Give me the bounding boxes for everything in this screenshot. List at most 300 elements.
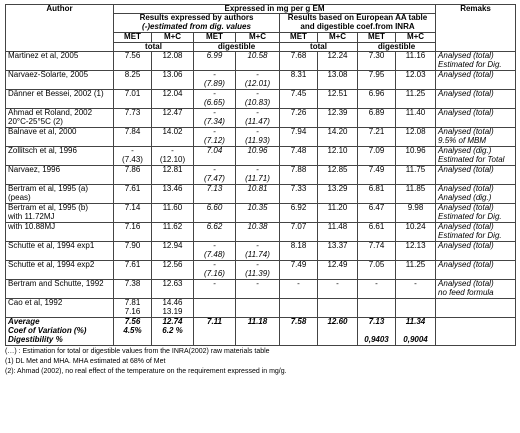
- value-cell-e-met-tot-line: [282, 270, 315, 279]
- remarks-cell: [436, 71, 516, 90]
- value-cell-a-mc-dig-line: 10.38: [247, 222, 268, 232]
- value-cell-e-met-dig: [358, 90, 396, 109]
- value-cell-e-mc-tot-line: 13.08: [327, 70, 348, 80]
- summary-cell-e-met-tot-line: [282, 336, 315, 345]
- value-cell-e-met-dig-line: 7.05: [368, 260, 385, 270]
- value-cell-a-mc-dig-line: 10.35: [247, 203, 268, 213]
- value-cell-e-mc-dig-line: 11.40: [405, 108, 426, 118]
- value-cell-a-mc-tot: [152, 128, 194, 147]
- value-cell-a-mc-tot: [152, 147, 194, 166]
- value-cell-e-met-tot: [280, 109, 318, 128]
- author-cell: [6, 166, 114, 185]
- value-cell-e-met-tot-line: [282, 308, 315, 317]
- value-cell-a-mc-dig-line: [238, 61, 277, 70]
- value-cell-a-met-dig-line: (6.65): [204, 98, 225, 108]
- summary-labels-line: Coef of Variation (%): [8, 326, 87, 336]
- author-cell-line: [8, 61, 111, 70]
- remarks-cell-line: Analysed (total): [438, 279, 494, 289]
- value-cell-e-met-dig-line: [360, 194, 393, 203]
- value-cell-e-mc-tot-line: [320, 251, 355, 260]
- value-cell-a-met-dig-line: (7.47): [204, 174, 225, 184]
- value-cell-a-mc-dig: [236, 71, 280, 90]
- value-cell-a-mc-tot-line: [154, 289, 191, 298]
- value-cell-a-met-dig: [194, 128, 236, 147]
- remarks-cell-line: Analysed (total): [438, 89, 494, 99]
- value-cell-e-mc-tot-line: 12.51: [327, 89, 348, 99]
- value-cell-a-mc-tot-line: 11.60: [162, 203, 183, 213]
- value-cell-e-met-tot: [280, 299, 318, 318]
- value-cell-e-met-tot-line: 7.68: [290, 51, 307, 61]
- value-cell-a-mc-tot-line: [154, 61, 191, 70]
- value-cell-a-met-dig-line: -: [213, 165, 216, 175]
- value-cell-e-mc-dig: [396, 299, 436, 318]
- value-cell-a-mc-tot-line: [154, 251, 191, 260]
- value-cell-e-mc-tot: [318, 223, 358, 242]
- value-cell-a-met-tot-line: [116, 289, 149, 298]
- summary-cell-a-met-tot: [114, 318, 152, 346]
- author-cell-line: Schutte et al, 1994 exp2: [8, 260, 95, 270]
- remarks-cell: [436, 128, 516, 147]
- value-cell-a-mc-dig: [236, 242, 280, 261]
- value-cell-a-mc-tot-line: -: [171, 146, 174, 156]
- value-cell-a-met-dig-line: [196, 194, 233, 203]
- summary-cell-e-met-tot-line: [282, 327, 315, 336]
- summary-cell-a-met-tot-line: [116, 336, 149, 345]
- value-cell-e-mc-tot-line: [320, 289, 355, 298]
- summary-cell-a-met-tot-line: 4.5%: [123, 326, 142, 336]
- value-cell-e-met-dig: [358, 109, 396, 128]
- summary-remarks: [436, 318, 516, 346]
- remarks-cell-line: Estimated for Dig.: [438, 231, 502, 241]
- value-cell-e-met-tot: [280, 261, 318, 280]
- value-cell-a-mc-tot-line: [154, 99, 191, 108]
- value-cell-a-mc-dig: [236, 223, 280, 242]
- value-cell-e-mc-dig: [396, 147, 436, 166]
- value-cell-a-met-tot-line: -: [131, 146, 134, 156]
- value-cell-a-met-tot: [114, 280, 152, 299]
- value-cell-a-met-dig: [194, 166, 236, 185]
- value-cell-a-mc-dig-line: 10.96: [247, 146, 268, 156]
- units-header: Expressed in mg per g EM: [114, 5, 436, 14]
- value-cell-a-mc-tot-line: 12.56: [162, 260, 183, 270]
- value-cell-e-met-dig-line: 7.21: [368, 127, 385, 137]
- value-cell-e-met-dig-line: 6.61: [368, 222, 385, 232]
- value-cell-e-mc-tot: [318, 128, 358, 147]
- value-cell-e-met-dig-line: [360, 118, 393, 127]
- mc-header: M+C: [396, 33, 436, 42]
- total-header: total: [114, 42, 194, 51]
- remarks-cell-line: Analysed (total): [438, 203, 494, 213]
- value-cell-e-met-dig: [358, 52, 396, 71]
- value-cell-a-met-tot-line: [116, 175, 149, 184]
- value-cell-a-mc-dig-line: -: [256, 108, 259, 118]
- value-cell-a-mc-tot-line: [154, 175, 191, 184]
- value-cell-e-met-tot-line: 6.92: [290, 203, 307, 213]
- value-cell-e-mc-dig-line: [398, 99, 433, 108]
- table-row: [6, 71, 516, 90]
- table-row: [6, 52, 516, 71]
- value-cell-a-mc-dig: [236, 52, 280, 71]
- author-cell-line: Narvaez-Solarte, 2005: [8, 70, 89, 80]
- value-cell-e-met-dig: [358, 71, 396, 90]
- remarks-cell-line: Analysed (total): [438, 260, 494, 270]
- value-cell-a-mc-tot-line: (12.10): [159, 155, 186, 165]
- author-cell: [6, 299, 114, 318]
- value-cell-e-mc-tot-line: 12.10: [327, 146, 348, 156]
- value-cell-e-mc-dig-line: 10.96: [405, 146, 426, 156]
- summary-cell-e-met-dig-line: 0,9403: [364, 335, 389, 345]
- summary-cell-e-mc-tot-line: [320, 327, 355, 336]
- value-cell-a-mc-tot-line: [154, 213, 191, 222]
- table-row: [6, 90, 516, 109]
- value-cell-a-met-dig-line: 6.99: [206, 51, 223, 61]
- author-cell-line: Dänner et Bessei, 2002 (1): [8, 89, 104, 99]
- author-cell: [6, 185, 114, 204]
- author-cell-line: [8, 175, 111, 184]
- mc-header: M+C: [318, 33, 358, 42]
- value-cell-e-mc-dig-line: [398, 175, 433, 184]
- value-cell-e-mc-tot-line: [320, 308, 355, 317]
- value-cell-e-mc-tot-line: [320, 137, 355, 146]
- value-cell-e-mc-dig-line: 11.25: [405, 89, 426, 99]
- remarks-cell: [436, 147, 516, 166]
- value-cell-e-met-tot: [280, 71, 318, 90]
- value-cell-a-mc-tot-line: 11.62: [162, 222, 183, 232]
- value-cell-a-mc-dig-line: [238, 308, 277, 317]
- author-cell-line: Balnave et al, 2000: [8, 127, 77, 137]
- summary-cell-e-mc-dig-line: 11.34: [405, 317, 426, 327]
- value-cell-a-met-tot-line: 7.38: [124, 279, 141, 289]
- value-cell-e-met-tot-line: 7.26: [290, 108, 307, 118]
- value-cell-a-met-dig: [194, 280, 236, 299]
- value-cell-e-mc-tot: [318, 52, 358, 71]
- met-header: MET: [194, 33, 236, 42]
- value-cell-e-met-dig-line: [360, 99, 393, 108]
- value-cell-e-met-dig-line: 6.96: [368, 89, 385, 99]
- value-cell-a-met-dig-line: (7.89): [204, 79, 225, 89]
- value-cell-a-mc-tot: [152, 90, 194, 109]
- value-cell-e-met-dig-line: 6.89: [368, 108, 385, 118]
- value-cell-a-met-tot-line: [116, 61, 149, 70]
- author-cell-line: with 11.72MJ: [8, 212, 55, 222]
- value-cell-a-met-tot-line: 7.81: [124, 298, 141, 308]
- summary-cell-a-mc-tot: [152, 318, 194, 346]
- remarks-cell-line: no feed formula: [438, 288, 494, 298]
- value-cell-a-met-dig: [194, 299, 236, 318]
- value-cell-a-met-tot-line: [116, 213, 149, 222]
- value-cell-a-met-tot: [114, 261, 152, 280]
- value-cell-e-mc-tot-line: 12.39: [327, 108, 348, 118]
- remarks-cell-line: Analysed (total): [438, 70, 494, 80]
- value-cell-a-met-dig-line: -: [213, 108, 216, 118]
- value-cell-a-mc-dig-line: [238, 232, 277, 241]
- value-cell-a-mc-dig: [236, 109, 280, 128]
- remarks-cell: [436, 90, 516, 109]
- table-row: [6, 280, 516, 299]
- value-cell-a-mc-dig-line: (10.83): [244, 98, 271, 108]
- value-cell-a-mc-dig-line: -: [256, 260, 259, 270]
- value-cell-a-mc-tot-line: 13.19: [162, 307, 183, 317]
- value-cell-e-met-tot: [280, 52, 318, 71]
- remarks-cell-line: [438, 251, 513, 260]
- value-cell-a-met-dig: [194, 223, 236, 242]
- value-cell-e-mc-tot: [318, 242, 358, 261]
- value-cell-a-mc-dig-line: (11.71): [245, 174, 270, 184]
- value-cell-e-met-tot-line: 7.33: [290, 184, 307, 194]
- summary-cell-a-met-dig-line: [196, 336, 233, 345]
- value-cell-e-met-dig-line: 7.95: [368, 70, 385, 80]
- value-cell-e-mc-tot-line: [320, 156, 355, 165]
- value-cell-a-mc-tot: [152, 223, 194, 242]
- footnote: (…) : Estimation for total or digestible values from the INRA(2002) raw materials table: [5, 348, 270, 356]
- digestible-header: digestible: [194, 42, 280, 51]
- total-header: total: [280, 42, 358, 51]
- value-cell-e-met-tot-line: 8.31: [290, 70, 307, 80]
- value-cell-a-met-tot-line: 7.61: [124, 260, 141, 270]
- value-cell-a-met-dig-line: 6.60: [206, 203, 223, 213]
- summary-cell-a-met-tot-line: 7.56: [124, 317, 141, 327]
- summary-cell-e-met-dig: [358, 318, 396, 346]
- author-cell-line: [8, 232, 111, 241]
- value-cell-a-met-tot-line: [116, 137, 149, 146]
- value-cell-a-met-tot-line: 7.73: [124, 108, 141, 118]
- value-cell-e-met-dig: [358, 242, 396, 261]
- author-cell-line: [8, 308, 111, 317]
- methionine-requirements-table: [5, 4, 516, 346]
- summary-remarks-line: [438, 336, 513, 345]
- value-cell-e-met-dig-line: [360, 137, 393, 146]
- european-results-header: [280, 14, 436, 33]
- remarks-cell-line: 9.5% of MBM: [438, 136, 487, 146]
- table-row: [6, 299, 516, 318]
- value-cell-e-met-dig-line: 7.49: [368, 165, 385, 175]
- author-cell: [6, 71, 114, 90]
- value-cell-a-mc-tot-line: [154, 137, 191, 146]
- value-cell-e-met-dig-line: 7.74: [368, 241, 385, 251]
- value-cell-a-met-dig-line: 7.04: [206, 146, 223, 156]
- summary-cell-e-met-tot-line: 7.58: [290, 317, 307, 327]
- value-cell-a-met-dig-line: -: [213, 241, 216, 251]
- remarks-cell-line: [438, 118, 513, 127]
- value-cell-e-met-tot-line: [282, 118, 315, 127]
- value-cell-e-met-dig-line: 7.09: [368, 146, 385, 156]
- value-cell-a-mc-tot-line: 12.94: [162, 241, 183, 251]
- value-cell-a-mc-dig-line: 10.58: [247, 51, 268, 61]
- value-cell-e-mc-dig: [396, 185, 436, 204]
- remarks-cell: [436, 185, 516, 204]
- value-cell-e-met-dig-line: 7.30: [368, 51, 385, 61]
- value-cell-a-mc-dig-line: [238, 156, 277, 165]
- value-cell-e-mc-tot: [318, 299, 358, 318]
- value-cell-e-mc-tot-line: 12.24: [327, 51, 348, 61]
- value-cell-e-mc-dig-line: [398, 118, 433, 127]
- value-cell-a-mc-dig-line: (11.47): [245, 117, 270, 127]
- value-cell-a-met-tot-line: [116, 194, 149, 203]
- value-cell-e-mc-tot: [318, 90, 358, 109]
- value-cell-a-mc-dig-line: -: [256, 165, 259, 175]
- value-cell-a-met-tot-line: 7.16: [124, 222, 141, 232]
- value-cell-a-met-dig-line: -: [213, 89, 216, 99]
- value-cell-a-mc-dig-line: (11.74): [245, 250, 270, 260]
- value-cell-a-met-dig-line: (7.48): [204, 250, 225, 260]
- value-cell-e-met-tot: [280, 223, 318, 242]
- value-cell-e-mc-dig-line: 12.03: [405, 70, 426, 80]
- value-cell-e-mc-dig: [396, 128, 436, 147]
- value-cell-e-mc-tot: [318, 280, 358, 299]
- value-cell-a-met-tot: [114, 242, 152, 261]
- value-cell-e-met-tot: [280, 185, 318, 204]
- table-row: [6, 261, 516, 280]
- value-cell-e-mc-tot-line: [320, 99, 355, 108]
- value-cell-a-met-dig-line: 7.13: [206, 184, 223, 194]
- value-cell-a-met-dig-line: -: [213, 70, 216, 80]
- value-cell-a-mc-tot: [152, 204, 194, 223]
- author-cell-line: Bertram et al, 1995 (b): [8, 203, 89, 213]
- summary-cell-e-mc-tot: [318, 318, 358, 346]
- value-cell-e-met-dig-line: [360, 308, 393, 317]
- value-cell-e-mc-dig: [396, 261, 436, 280]
- met-header: MET: [280, 33, 318, 42]
- value-cell-e-mc-dig: [396, 223, 436, 242]
- summary-remarks-line: [438, 318, 513, 327]
- value-cell-a-mc-dig-line: (11.39): [245, 269, 270, 279]
- value-cell-a-met-tot: [114, 90, 152, 109]
- value-cell-a-mc-tot: [152, 52, 194, 71]
- value-cell-e-met-tot-line: [282, 251, 315, 260]
- value-cell-e-met-tot-line: [282, 156, 315, 165]
- remarks-cell-line: [438, 270, 513, 279]
- value-cell-e-met-tot-line: 7.49: [290, 260, 307, 270]
- author-cell: [6, 204, 114, 223]
- value-cell-e-met-dig: [358, 223, 396, 242]
- summary-cell-a-met-dig: [194, 318, 236, 346]
- summary-remarks-line: [438, 327, 513, 336]
- author-cell-line: Zollitsch et al, 1996: [8, 146, 77, 156]
- author-cell: [6, 90, 114, 109]
- value-cell-e-mc-tot: [318, 109, 358, 128]
- table-row: [6, 223, 516, 242]
- remarks-cell-line: Analysed (total): [438, 184, 494, 194]
- value-cell-e-met-tot-line: 7.07: [290, 222, 307, 232]
- value-cell-e-met-dig-line: [360, 299, 393, 308]
- value-cell-e-mc-dig-line: [398, 289, 433, 298]
- value-cell-a-met-tot-line: 7.61: [124, 184, 141, 194]
- value-cell-a-mc-dig: [236, 299, 280, 318]
- value-cell-a-mc-tot-line: 12.08: [162, 51, 183, 61]
- value-cell-e-met-tot-line: 7.88: [290, 165, 307, 175]
- value-cell-e-met-tot: [280, 204, 318, 223]
- table-row: [6, 185, 516, 204]
- value-cell-a-mc-dig: [236, 166, 280, 185]
- value-cell-e-met-dig-line: 6.81: [368, 184, 385, 194]
- value-cell-a-met-tot: [114, 166, 152, 185]
- remarks-cell-line: [438, 308, 513, 317]
- value-cell-e-met-dig: [358, 185, 396, 204]
- value-cell-a-met-tot-line: 7.01: [124, 89, 141, 99]
- value-cell-e-met-dig-line: [360, 270, 393, 279]
- summary-cell-a-mc-dig-line: [238, 336, 277, 345]
- value-cell-e-mc-tot: [318, 147, 358, 166]
- value-cell-a-met-dig-line: [196, 299, 233, 308]
- author-cell-line: Ahmad et Roland, 2002: [8, 108, 93, 118]
- value-cell-a-mc-dig-line: (11.93): [245, 136, 270, 146]
- met-header: MET: [114, 33, 152, 42]
- author-cell: [6, 147, 114, 166]
- value-cell-e-mc-tot-line: 11.48: [327, 222, 348, 232]
- value-cell-e-met-dig: [358, 280, 396, 299]
- value-cell-e-mc-dig-line: [398, 194, 433, 203]
- remarks-cell-line: Analysed (total): [438, 241, 494, 251]
- summary-labels-line: Digestibility %: [8, 335, 63, 345]
- value-cell-a-mc-dig-line: [238, 299, 277, 308]
- author-cell-line: [8, 137, 111, 146]
- value-cell-a-met-dig-line: [196, 232, 233, 241]
- author-cell: [6, 261, 114, 280]
- author-cell-line: Bertram and Schutte, 1992: [8, 279, 104, 289]
- author-header: Author: [6, 5, 114, 52]
- value-cell-e-mc-tot-line: 11.20: [327, 203, 348, 213]
- value-cell-a-met-tot: [114, 147, 152, 166]
- value-cell-a-met-tot: [114, 223, 152, 242]
- value-cell-a-met-tot-line: 7.56: [124, 51, 141, 61]
- value-cell-a-mc-tot: [152, 185, 194, 204]
- mc-header: M+C: [236, 33, 280, 42]
- value-cell-e-mc-dig: [396, 52, 436, 71]
- value-cell-e-met-dig: [358, 166, 396, 185]
- european-results-note: and digestible coef.from INRA: [300, 22, 415, 32]
- table-row: [6, 147, 516, 166]
- value-cell-a-met-dig: [194, 204, 236, 223]
- author-cell: [6, 280, 114, 299]
- value-cell-e-mc-dig-line: [398, 299, 433, 308]
- remarks-cell-line: Analysed (total): [438, 165, 494, 175]
- value-cell-a-met-tot-line: [116, 270, 149, 279]
- value-cell-a-met-dig: [194, 52, 236, 71]
- value-cell-a-mc-dig-line: -: [256, 70, 259, 80]
- value-cell-a-mc-tot-line: 12.63: [162, 279, 183, 289]
- value-cell-e-met-tot-line: [282, 194, 315, 203]
- value-cell-e-mc-tot-line: [320, 118, 355, 127]
- value-cell-e-met-tot-line: [282, 61, 315, 70]
- value-cell-a-mc-tot: [152, 109, 194, 128]
- author-cell-line: [8, 80, 111, 89]
- value-cell-a-met-tot-line: 7.16: [124, 307, 141, 317]
- value-cell-e-mc-dig-line: [398, 232, 433, 241]
- value-cell-e-mc-dig-line: 11.75: [405, 165, 426, 175]
- author-cell-line: [8, 289, 111, 298]
- author-cell-line: (peas): [8, 193, 31, 203]
- value-cell-a-met-tot-line: 7.84: [124, 127, 141, 137]
- value-cell-a-mc-dig: [236, 261, 280, 280]
- value-cell-e-met-tot: [280, 166, 318, 185]
- author-cell-line: with 10.88MJ: [8, 222, 56, 232]
- value-cell-e-met-dig: [358, 128, 396, 147]
- authors-results-title: Results expressed by authors: [139, 13, 254, 23]
- summary-cell-a-mc-tot-line: 12.74: [162, 317, 183, 327]
- remarks-cell-line: [438, 299, 513, 308]
- value-cell-e-mc-dig-line: [398, 213, 433, 222]
- value-cell-e-mc-dig-line: 9.98: [407, 203, 424, 213]
- value-cell-e-met-tot-line: 7.48: [290, 146, 307, 156]
- value-cell-a-mc-dig-line: -: [256, 279, 259, 289]
- author-cell: [6, 242, 114, 261]
- value-cell-a-mc-dig: [236, 147, 280, 166]
- value-cell-e-mc-dig: [396, 166, 436, 185]
- value-cell-a-mc-tot-line: [154, 232, 191, 241]
- value-cell-e-met-tot: [280, 242, 318, 261]
- remarks-cell-line: Analysed (dig.): [438, 193, 492, 203]
- value-cell-e-met-tot-line: [282, 137, 315, 146]
